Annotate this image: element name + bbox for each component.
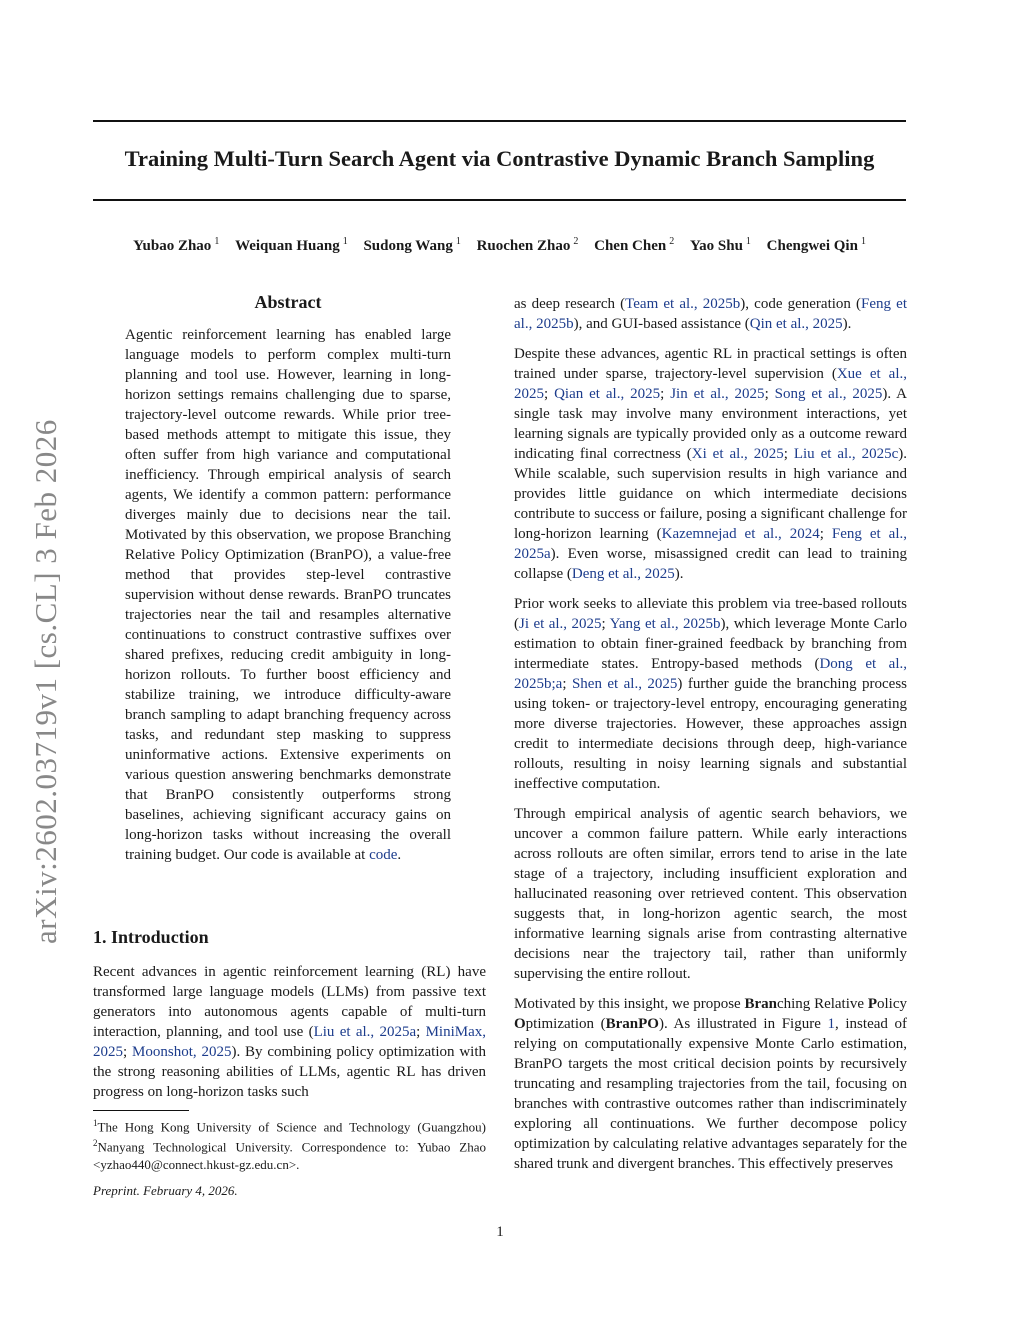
figure-reference-link[interactable]: 1 (827, 1016, 836, 1032)
citation-link[interactable]: Dong et al., 2025b;a (514, 656, 907, 692)
author-list (93, 236, 906, 255)
citation-link[interactable]: Qin et al., 2025 (749, 316, 843, 332)
paragraph: Motivated by this insight, we propose Branching Relative Policy Optimization (BranPO). As illustrated in Figure 1, instead of relying on computationally expensive Monte Carlo estimation, BranPO targets the most critical decision points by recursively truncating and resampling trajectories from the tail, focusing on branches with contrastive outcomes rather than indiscriminately exploring all continuations. We further decompose policy optimization by calculating relative advantages separately for the shared trunk and divergent branches. This effectively preserves (514, 996, 908, 1172)
arxiv-identifier-stamp: arXiv:2602.03719v1 [cs.CL] 3 Feb 2026 (28, 419, 63, 944)
citation-link[interactable]: Song et al., 2025 (774, 386, 883, 402)
author: Sudong Wang $^1$ (363, 236, 461, 254)
paragraph: Prior work seeks to alleviate this problem via tree-based rollouts (Ji et al., 2025; Yang et al., 2025b), which leverage Monte Carlo estimation to obtain finer-grained feedback by branching from intermediate states. Entropy-based methods (Dong et al., 2025b;a; Shen et al., 2025) further guide the branching process using token- or trajectory-level entropy, encouraging generating more diverse trajectories. However, these approaches assign credit to intermediate decisions through deep, high-variance rollouts, resulting in noisy learning signals and substantial ineffective computation. (514, 596, 908, 792)
citation-link[interactable]: Shen et al., 2025 (571, 676, 678, 692)
affiliation-footnote: $^1$The Hong Kong University of Science and Technology (Guangzhou) $^2$Nanyang Technological University. Correspondence to: Yubao Zhao <yzhao440@connect.hkust-gz.edu.cn>. (93, 1118, 486, 1172)
paragraph: as deep research (Team et al., 2025b), code generation (Feng et al., 2025b), and GUI-based assistance (Qin et al., 2025). (514, 296, 908, 332)
paragraph: Despite these advances, agentic RL in practical settings is often trained under sparse, trajectory-level supervision (Xue et al., 2025; Qian et al., 2025; Jin et al., 2025; Song et al., 2025). A single task may involve many environment interactions, yet learning signals are typically provided only as a outcome reward indicating final correctness (Xi et al., 2025; Liu et al., 2025c). While scalable, such supervision results in high variance and provides little guidance on which intermediate decisions contribute to success or failure, posing a significant challenge for long-horizon learning (Kazemnejad et al., 2024; Feng et al., 2025a). Even worse, misassigned credit can lead to training collapse (Deng et al., 2025). (514, 346, 908, 582)
author: Ruochen Zhao $^2$ (476, 236, 579, 254)
citation-link[interactable]: Deng et al., 2025 (571, 566, 675, 582)
author: Yao Shu $^1$ (689, 236, 751, 254)
citation-link[interactable]: MiniMax, 2025 (93, 1024, 487, 1060)
footnote-rule (93, 1110, 189, 1111)
author: Chengwei Qin $^1$ (766, 236, 866, 254)
page-number: 1 (496, 1224, 504, 1240)
citation-link[interactable]: Feng et al., 2025b (514, 296, 908, 332)
code-link[interactable]: code (369, 847, 398, 863)
citation-link[interactable]: Team et al., 2025b (625, 296, 741, 312)
citation-link[interactable]: Xi et al., 2025 (691, 446, 784, 462)
title-bottom-rule (93, 199, 906, 201)
author: Yubao Zhao $^1$ (133, 236, 220, 254)
citation-link[interactable]: Kazemnejad et al., 2024 (661, 526, 820, 542)
author: Weiquan Huang $^1$ (235, 236, 348, 254)
paragraph: Through empirical analysis of agentic search behaviors, we uncover a common failure pattern. While early interactions across rollouts are often similar, errors tend to arise in the late stage of a trajectory, including insufficient exploration and hallucinated reasoning over retrieved content. This observation suggests that, in long-horizon agentic search, the most informative learning signals arise from contrasting alternative decisions near the trajectory tail, rather than uniformly supervising the entire rollout. (514, 806, 907, 982)
citation-link[interactable]: Xue et al., 2025 (514, 366, 907, 402)
abstract-body: Agentic reinforcement learning has enabled large language models to perform complex multi-turn planning and tool use. However, learning in long-horizon settings remains challenging due to sparse, trajectory-level outcome rewards. While prior tree-based methods attempt to mitigate this issue, they often suffer from high variance and computational inefficiency. Through empirical analysis of search agents, We identify a common pattern: performance diverges mainly due to decisions near the tail. Motivated by this observation, we propose Branching Relative Policy Optimization (BranPO), a value-free method that provides step-level contrastive supervision without dense rewards. BranPO truncates trajectories near the tail and resamples alternative continuations to construct contrastive suffixes over shared prefixes, reducing credit ambiguity in long-horizon rollouts. To further boost efficiency and stabilize training, we introduce difficulty-aware branch sampling to adapt branching frequency across tasks, and redundant step masking to suppress uninformative actions. Extensive experiments on various question answering benchmarks demonstrate that BranPO consistently outperforms strong baselines, achieving significant accuracy gains on long-horizon tasks without increasing the overall training budget. Our code is available at code. (125, 327, 451, 863)
citation-link[interactable]: Jin et al., 2025 (670, 386, 765, 402)
citation-link[interactable]: Feng et al., 2025a (514, 526, 908, 562)
title-top-rule (93, 120, 906, 122)
citation-link[interactable]: Moonshot, 2025 (132, 1044, 232, 1060)
citation-link[interactable]: Liu et al., 2025a (313, 1024, 417, 1040)
citation-link[interactable]: Yang et al., 2025b (609, 616, 721, 632)
right-column (514, 294, 907, 1184)
introduction-paragraph: Recent advances in agentic reinforcement learning (RL) have transformed large language models (LLMs) from passive text generators into autonomous agents capable of multi-turn interaction, planning, and tool use (Liu et al., 2025a; MiniMax, 2025; Moonshot, 2025). By combining policy optimization with the strong reasoning abilities of LLMs, agentic RL has driven progress on long-horizon tasks such (93, 964, 487, 1100)
citation-link[interactable]: Qian et al., 2025 (554, 386, 661, 402)
author: Chen Chen $^2$ (594, 236, 675, 254)
preprint-notice: Preprint. February 4, 2026. (93, 1183, 238, 1198)
introduction-heading: 1. Introduction (93, 927, 209, 947)
paper-title: Training Multi-Turn Search Agent via Contrastive Dynamic Branch Sampling (124, 146, 875, 171)
citation-link[interactable]: Liu et al., 2025c (793, 446, 899, 462)
citation-link[interactable]: Ji et al., 2025 (519, 616, 602, 632)
abstract-heading: Abstract (254, 292, 322, 312)
